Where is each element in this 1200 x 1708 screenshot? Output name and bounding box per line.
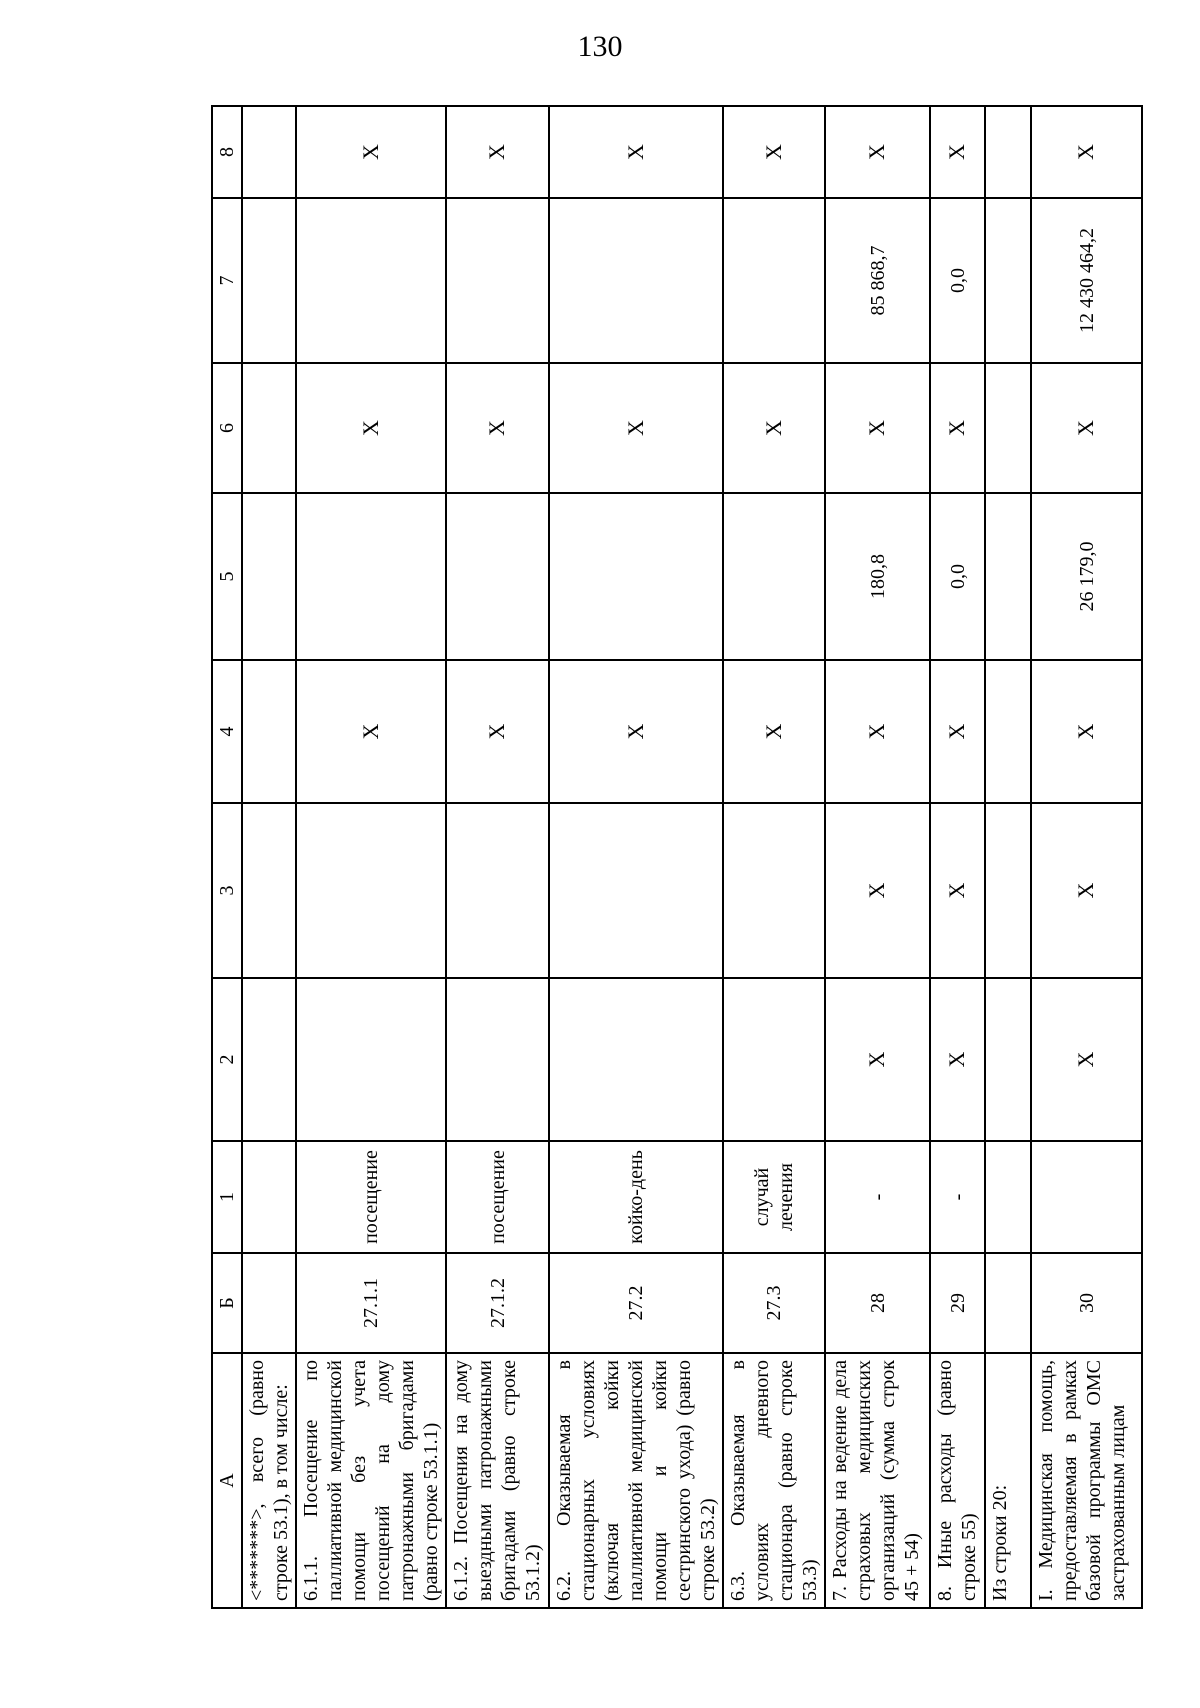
table-row	[296, 106, 446, 1608]
row-code	[242, 1253, 296, 1353]
table-cell: X	[1031, 660, 1142, 803]
data-table	[211, 105, 1143, 1609]
table-cell: X	[825, 978, 930, 1141]
table-cell	[296, 978, 446, 1141]
table-cell: X	[930, 978, 985, 1141]
table-cell	[985, 198, 1031, 363]
row-code	[985, 1253, 1031, 1353]
page-number: 130	[577, 30, 623, 63]
unit-cell: посещение	[296, 1141, 446, 1253]
row-code: 30	[1031, 1253, 1142, 1353]
row-code: 28	[825, 1253, 930, 1353]
table-cell	[296, 493, 446, 660]
table-cell: X	[446, 363, 549, 493]
header-cell: 4	[212, 660, 242, 803]
table-cell: X	[296, 660, 446, 803]
table-cell	[446, 978, 549, 1141]
unit-cell: посещение	[446, 1141, 549, 1253]
table-cell: 12 430 464,2	[1031, 198, 1142, 363]
table-cell: X	[930, 106, 985, 198]
table-cell: X	[446, 660, 549, 803]
row-code: 27.3	[723, 1253, 825, 1353]
header-cell: 7	[212, 198, 242, 363]
unit-cell: койко-день	[549, 1141, 723, 1253]
table-cell: X	[296, 363, 446, 493]
table-cell: X	[930, 660, 985, 803]
table-cell: X	[723, 660, 825, 803]
header-cell: 8	[212, 106, 242, 198]
table-cell	[242, 978, 296, 1141]
table-row	[549, 106, 723, 1608]
header-cell: 1	[212, 1141, 242, 1253]
table-cell: X	[549, 660, 723, 803]
row-code: 27.1.2	[446, 1253, 549, 1353]
row-label: 6.1.2. Посещения на дому выездными патронажными бригадами (равно строке 53.1.2)	[446, 1353, 549, 1608]
row-code: 27.2	[549, 1253, 723, 1353]
table-cell	[242, 363, 296, 493]
table-cell	[549, 198, 723, 363]
row-label: 8. Иные расходы (равно строке 55)	[930, 1353, 985, 1608]
table-cell	[242, 660, 296, 803]
table-cell: X	[723, 363, 825, 493]
table-cell	[985, 803, 1031, 978]
table-cell	[242, 493, 296, 660]
table-cell: X	[1031, 363, 1142, 493]
table-cell	[723, 978, 825, 1141]
table-cell	[985, 493, 1031, 660]
unit-cell: -	[930, 1141, 985, 1253]
table-row	[930, 106, 985, 1608]
table-cell	[723, 803, 825, 978]
row-label: 7. Расходы на ведение дела страховых медицинских организаций (сумма строк 45 + 54)	[825, 1353, 930, 1608]
table-row	[985, 106, 1031, 1608]
header-row	[212, 106, 242, 1608]
unit-cell	[1031, 1141, 1142, 1253]
row-label: Из строки 20:	[985, 1353, 1031, 1608]
row-label: 6.3. Оказываемая в условиях дневного стационара (равно строке 53.3)	[723, 1353, 825, 1608]
table-cell: 180,8	[825, 493, 930, 660]
table-row	[242, 106, 296, 1608]
table-cell: X	[1031, 978, 1142, 1141]
table-cell: X	[825, 803, 930, 978]
table-cell: X	[1031, 106, 1142, 198]
table-cell	[985, 978, 1031, 1141]
table-cell: 0,0	[930, 198, 985, 363]
table-cell	[242, 803, 296, 978]
table-cell: X	[930, 363, 985, 493]
header-cell: 5	[212, 493, 242, 660]
table-cell: X	[296, 106, 446, 198]
table-cell	[296, 803, 446, 978]
table-cell: X	[549, 106, 723, 198]
table-row	[723, 106, 825, 1608]
table-cell: X	[825, 660, 930, 803]
unit-cell	[985, 1141, 1031, 1253]
table-cell	[446, 198, 549, 363]
unit-cell	[242, 1141, 296, 1253]
table-row	[1031, 106, 1142, 1608]
table-cell	[242, 198, 296, 363]
table-cell: X	[825, 363, 930, 493]
header-cell: А	[212, 1353, 242, 1608]
table-cell	[985, 363, 1031, 493]
table-cell	[985, 106, 1031, 198]
table-cell	[446, 493, 549, 660]
header-cell: Б	[212, 1253, 242, 1353]
header-cell: 2	[212, 978, 242, 1141]
table-cell: 0,0	[930, 493, 985, 660]
table-cell: 26 179,0	[1031, 493, 1142, 660]
table-row	[446, 106, 549, 1608]
table-cell: X	[723, 106, 825, 198]
table-row	[825, 106, 930, 1608]
table-cell	[723, 493, 825, 660]
table-cell	[242, 106, 296, 198]
table-cell	[549, 803, 723, 978]
row-label: 6.2. Оказываемая в стационарных условиях (включая койки паллиативной медицинской помощи и койки сестринского ухода) (равно строке 53.2)	[549, 1353, 723, 1608]
table-cell	[296, 198, 446, 363]
table-cell	[446, 803, 549, 978]
table-cell: X	[1031, 803, 1142, 978]
rotated-table-container	[211, 107, 1129, 1609]
row-code: 27.1.1	[296, 1253, 446, 1353]
table-cell	[985, 660, 1031, 803]
unit-cell: -	[825, 1141, 930, 1253]
table-cell: 85 868,7	[825, 198, 930, 363]
table-cell	[723, 198, 825, 363]
row-label: I. Медицинская помощь, предоставляемая в рамках базовой программы ОМС застрахованным лицам	[1031, 1353, 1142, 1608]
table-cell	[549, 493, 723, 660]
table-cell: X	[446, 106, 549, 198]
table-cell: X	[825, 106, 930, 198]
table-cell: X	[549, 363, 723, 493]
header-cell: 3	[212, 803, 242, 978]
header-cell: 6	[212, 363, 242, 493]
table-cell	[549, 978, 723, 1141]
row-label: <*******>, всего (равно строке 53.1), в том числе:	[242, 1353, 296, 1608]
row-code: 29	[930, 1253, 985, 1353]
row-label: 6.1.1. Посещение по паллиативной медицинской помощи без учета посещений на дому патронажными бригадами (равно строке 53.1.1)	[296, 1353, 446, 1608]
unit-cell: случай лечения	[723, 1141, 825, 1253]
table-cell: X	[930, 803, 985, 978]
